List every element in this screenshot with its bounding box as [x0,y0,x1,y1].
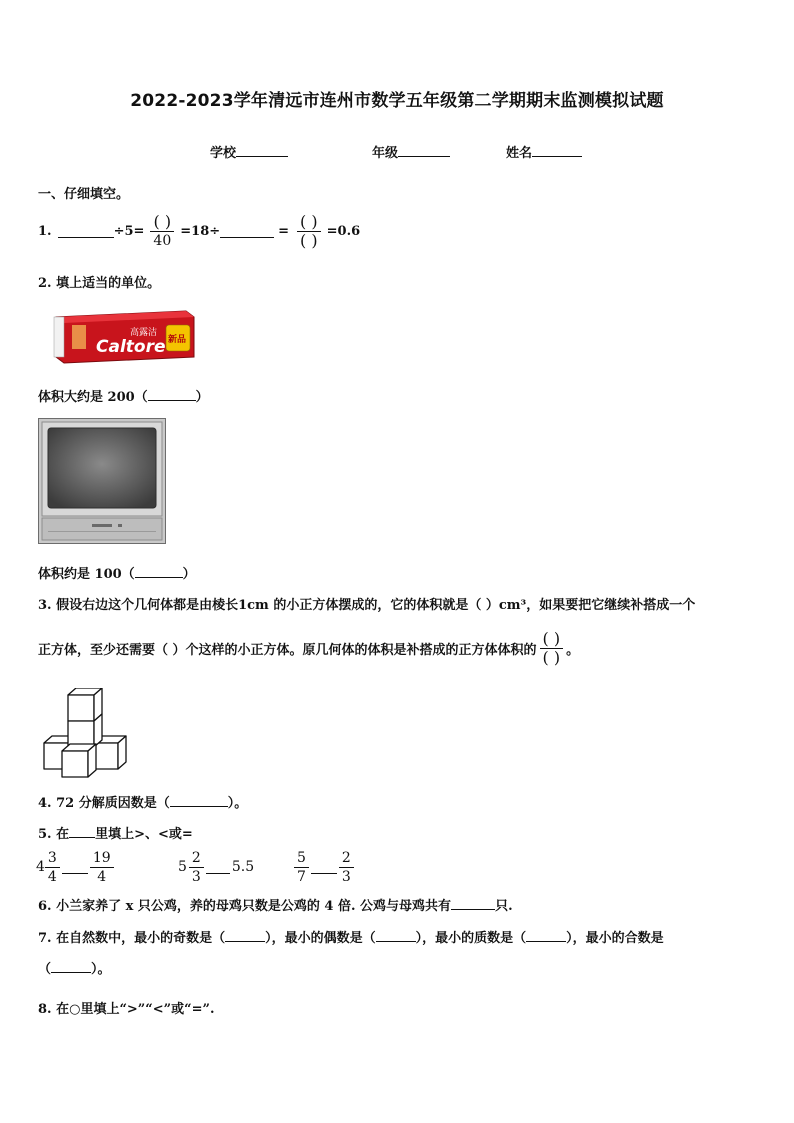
television-image [38,418,166,544]
q1-blank-2[interactable] [220,225,274,238]
q3-line2-text: 正方体，至少还需要（ ）个这样的小正方体。原几何体的体积是补搭成的正方体体积的 [38,642,537,658]
q5-m3-rnum: 2 [339,849,354,868]
q1-frac1-num[interactable]: ( ) [150,213,174,232]
question-1 [38,210,360,252]
q5-m1-rfrac [90,849,114,886]
q5-m1-rden: 4 [97,868,107,885]
q1-tail: =0.6 [326,223,361,239]
q7-text-d: ），最小的合数是 [566,931,664,946]
q6-text: 6. 小兰家养了 x 只公鸡，养的母鸡只数是公鸡的 4 倍. 公鸡与母鸡共有 [38,899,452,914]
q6-tail: 只. [495,899,513,914]
q7-blank-1[interactable] [225,929,265,942]
q3-fraction [540,630,564,667]
toothpaste-box-image [52,307,196,365]
q3-frac-den[interactable]: ( ) [542,647,561,667]
q2-close2: ） [182,567,196,582]
name-field [506,142,582,161]
q1-div5: ÷5= [113,223,145,239]
question-8: 8. 在○里填上“>”“<”或“=”. [38,1002,215,1017]
name-blank[interactable] [532,144,582,157]
q3-line-2 [38,628,579,668]
q3-end: 。 [566,642,580,658]
q7-text-f: ）。 [91,962,111,977]
q3-line-1: 3. 假设右边这个几何体都是由棱长1cm 的小正方体摆成的，它的体积就是（ ）cm³，如果要把它继续补搭成一个 [38,598,696,613]
q5-m2-num: 2 [189,849,204,868]
q2-blank-2[interactable] [135,565,183,578]
q5-sample-blank [69,825,95,838]
q5-m3-rden: 3 [341,868,351,885]
q2-line-2 [38,563,196,582]
page-title: 2022-2023学年清远市连州市数学五年级第二学期期末监测模拟试题 [130,91,664,111]
q6-blank[interactable] [451,897,495,910]
q2-blank-1[interactable] [148,388,196,401]
q5-m2-frac [189,849,204,886]
question-5 [38,823,193,842]
question-2: 2. 填上适当的单位。 [38,276,161,291]
cube-stack-figure [42,688,128,780]
q5-m3-frac [294,849,309,886]
q1-fraction-1 [150,213,174,250]
q7-blank-3[interactable] [526,929,566,942]
school-label: 学校 [210,146,237,161]
q1-eq: = [278,223,290,239]
school-blank[interactable] [236,144,288,157]
q7-line-1 [38,927,664,946]
q1-blank-1[interactable] [58,225,114,238]
q7-text-e: （ [38,962,52,977]
q5-m3-den: 7 [297,868,306,885]
q5-m2-den: 3 [191,868,201,885]
q2-line-1 [38,386,209,405]
school-field [210,142,288,161]
q7-text-c: ），最小的质数是（ [415,931,527,946]
question-6 [38,895,513,914]
q1-number: 1. [38,223,52,239]
q4-close: ）。 [227,796,248,811]
q4-text: 4. 72 分解质因数是（ [38,796,170,811]
q5-blank-3[interactable] [311,861,337,874]
q5-m1-frac [45,849,60,886]
q5-blank-1[interactable] [62,861,88,874]
q5-m1-den: 4 [47,868,57,885]
q7-blank-4[interactable] [51,960,91,973]
q5-text-a: 5. 在 [38,827,70,842]
q1-frac2-num[interactable]: ( ) [297,213,321,232]
q5-m1-whole: 4 [36,859,45,875]
q1-frac1-den: 40 [153,232,172,249]
q7-text-b: ），最小的偶数是（ [265,931,376,946]
q2-close1: ） [195,390,209,405]
question-4 [38,792,247,811]
grade-label: 年级 [372,146,399,161]
q5-m1-rnum: 19 [90,849,114,868]
q5-compare-1 [36,846,114,888]
q5-blank-2[interactable] [206,861,230,874]
toothpaste-badge-text: 新品 [168,335,187,345]
q4-blank[interactable] [170,794,228,807]
q5-m3-num: 5 [294,849,309,868]
name-label: 姓名 [506,146,533,161]
q1-eq18: =18÷ [180,223,221,239]
q7-text-a: 7. 在自然数中，最小的奇数是（ [38,931,226,946]
q7-line-2 [38,958,111,977]
toothpaste-cn-text: 高露洁 [130,328,158,338]
q5-m1-num: 3 [45,849,60,868]
q2-line2-text: 体积约是 100（ [38,567,135,582]
grade-blank[interactable] [398,144,450,157]
q1-fraction-2 [297,213,321,250]
q5-text-b: 里填上>、<或= [95,827,193,842]
q3-frac-num[interactable]: ( ) [540,630,564,649]
q5-m3-rfrac [339,849,354,886]
q5-compare-2 [178,846,254,888]
q5-m2-whole: 5 [178,859,187,875]
q7-blank-2[interactable] [376,929,416,942]
q5-m2-right: 5.5 [231,859,255,875]
section-heading: 一、仔细填空。 [38,187,130,202]
grade-field [372,142,450,161]
q1-frac2-den[interactable]: ( ) [300,230,318,250]
toothpaste-brand-text: Caltore [96,337,166,357]
q2-line1-text: 体积大约是 200（ [38,390,148,405]
q5-compare-3 [294,846,354,888]
